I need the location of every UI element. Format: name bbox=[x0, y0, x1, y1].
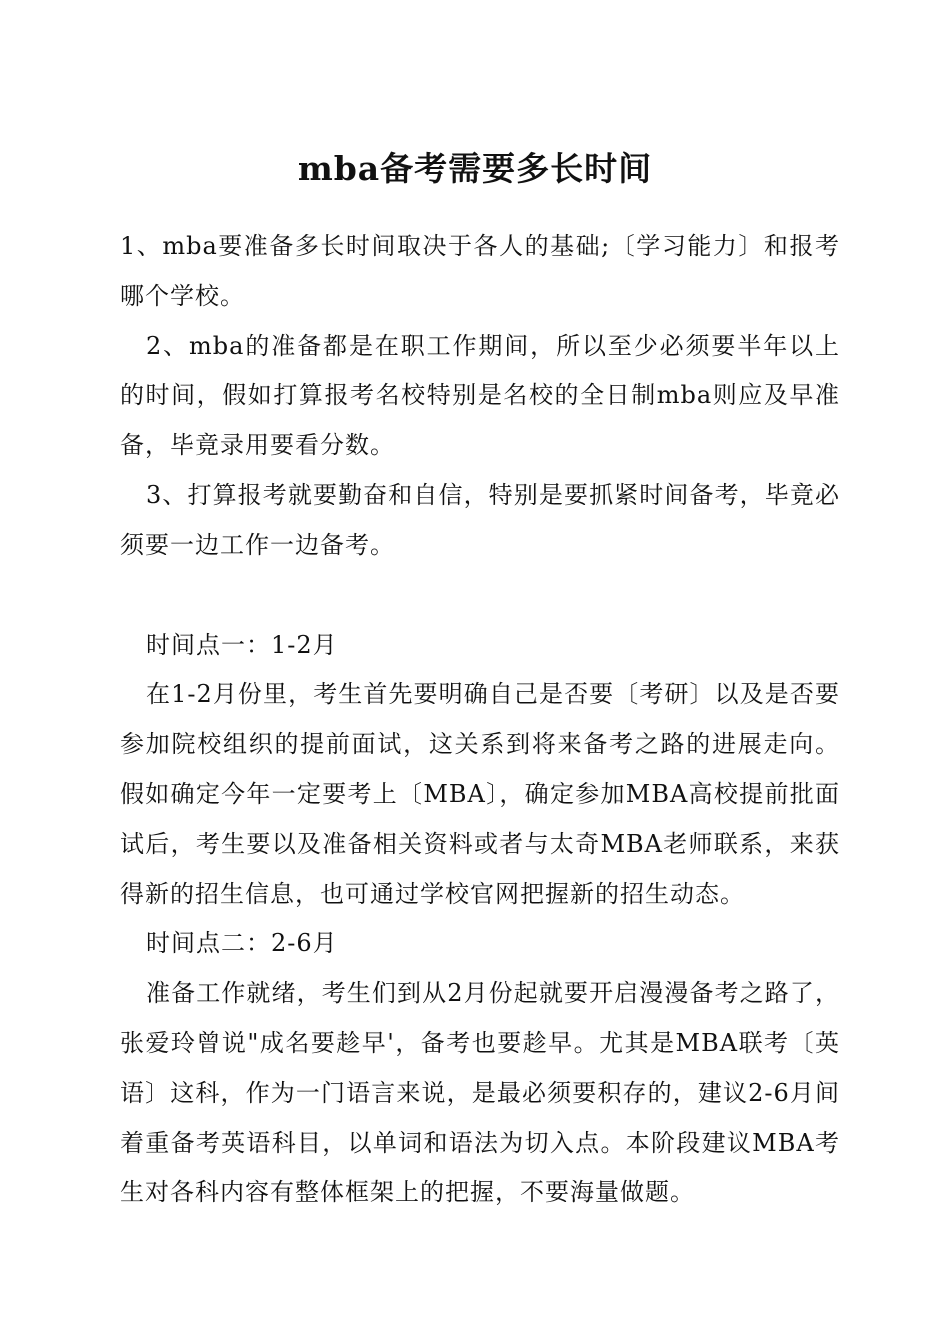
section-gap bbox=[120, 571, 840, 621]
document-body bbox=[120, 222, 840, 1218]
paragraph-time-2: 准备工作就绪，考生们到从2月份起就要开启漫漫备考之路了，张爱玲曾说"成名要趁早'，备考也要趁早。尤其是MBA联考〔英语〕这科，作为一门语言来说，是最必须要积存的，建议2-6月间着重备考英语科目，以单词和语法为切入点。本阶段建议MBA考生对各科内容有整体框架上的把握，不要海量做题。 bbox=[120, 979, 840, 1207]
paragraph-3: 3、打算报考就要勤奋和自信，特别是要抓紧时间备考，毕竟必须要一边工作一边备考。 bbox=[120, 480, 840, 559]
paragraph-time-1: 在1-2月份里，考生首先要明确自己是否要〔考研〕以及是否要参加院校组织的提前面试，这关系到将来备考之路的进展走向。假如确定今年一定要考上〔MBA〕，确定参加MBA高校提前批面试后，考生要以及准备相关资料或者与太奇MBA老师联系，来获得新的招生信息，也可通过学校官网把握新的招生动态。 bbox=[120, 680, 840, 908]
section-heading-time-2: 时间点二：2-6月 bbox=[146, 929, 338, 958]
section-heading-time-1: 时间点一：1-2月 bbox=[146, 630, 338, 659]
paragraph-2: 2、mba的准备都是在职工作期间，所以至少必须要半年以上的时间，假如打算报考名校特别是名校的全日制mba则应及早准备，毕竟录用要看分数。 bbox=[120, 331, 840, 460]
paragraph-1: 1、mba要准备多长时间取决于各人的基础;〔学习能力〕和报考哪个学校。 bbox=[120, 232, 840, 310]
document-title: mba备考需要多长时间 bbox=[297, 149, 653, 188]
